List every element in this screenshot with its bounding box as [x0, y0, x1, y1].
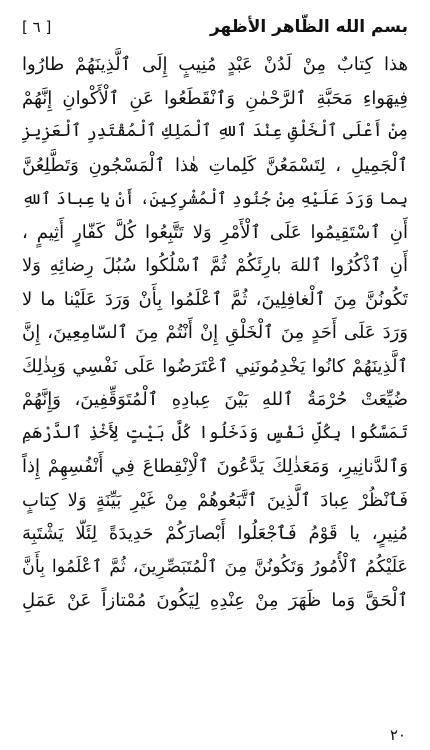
- text-line: ٱلَّذِينَهُمْ كانُوا يَخْدِمُونَنِي ٱعْتَرَضُوا عَلَى نَفْسِي وَبِذٰلِكَ: [22, 355, 408, 377]
- text-line: تَمَسَّكُوا بِكُلِّ نَفْسٍ وَدَخَلُوا كُلَّ بَيْتٍ لِأَخْذِ ٱلدَّرْهَمِ: [22, 422, 408, 443]
- body-text: [22, 48, 408, 618]
- text-line: ضُيِّعَتْ حُرْمَةُ ٱللهِ بَيْنَ عِبادِهِ ٱلْمُتَوَقِّفِينَ، وَإِنَّهُمْ: [22, 389, 408, 410]
- text-line: ٱلْجَمِيلِ ، لِتَسْمَعُنَّ كَلِماتِ هٰذا ٱلْمَسْجُونِ وَتَطَّلِعُنَّ: [22, 154, 408, 176]
- section-number: [ ٦ ]: [22, 18, 52, 36]
- text-line: أَنِ ٱذْكُرُوا ٱللهَ بارِئَكُمْ ثُمَّ ٱسْلُكُوا سُبُلَ رِضائِهِ وَلا: [22, 255, 408, 276]
- text-line: وَرَدَ عَلَى أَحَدٍ مِنَ ٱلْخَلْقِ إِنْ أَنْتُمْ مِنَ ٱلسّامِعِينَ، إِنَّ: [22, 322, 408, 343]
- text-line: هذا كِتابٌ مِنْ لَدُنْ عَبْدٍ مُنِيبٍ إِلَى ٱلَّذِينَهُمْ طارُوا: [22, 54, 408, 75]
- text-line: مُنِيرٍ، يا قَوْمُ فَٱجْعَلُوا أَبْصارَكُمْ حَدِيدَةً لِئَلّا يَشْتَبِهَ: [22, 523, 408, 544]
- text-line: مِنْ أَعْلَى ٱلْخَلْقِ عِنْدَ ٱللهِ ٱلْمَلِكِ ٱلْمُقْتَدِرِ ٱلْعَزِيزِ: [22, 121, 408, 141]
- page-number: ٢٠: [389, 726, 406, 744]
- text-line: فِيهَواءِ مَحَبَّةِ ٱلرَّحْمٰنِ وَٱنْقَطَعُوا عَنِ ٱلْأَكْوانِ إِنَّهُمْ: [22, 87, 408, 109]
- text-line: وَٱلدَّنانِيرِ، وَمَعَذٰلِكَ يَدَّعُونَ ٱلْاِنْقِطاعَ فِي أَنْفُسِهِمْ إِذاً: [22, 456, 408, 477]
- text-line: ٱلْحَقَّ وَما ظَهَرَ مِنْ عِنْدِهِ لِيَكُونَ مُمْتازاً عَنْ عَمَلِ: [22, 590, 408, 611]
- page-header: [22, 10, 408, 44]
- text-line: تَكُونُنَّ مِنَ ٱلْغافِلِينَ، ثُمَّ ٱعْلَمُوا بِأَنْ وَرَدَ عَلَيْنا ما لا: [22, 288, 408, 310]
- text-line: فَٱنْظُرْ عِبادَ ٱلَّذِينَ ٱتَّبَعُوهُمْ مِنْ غَيْرِ بَيِّنَةٍ وَلا كِتابٍ: [22, 489, 408, 511]
- text-line: عَلَيْكُمُ ٱلْأُمُورُ وَتَكُونُنَّ مِنَ ٱلْمُتَبَصِّرِينَ، ثُمَّ ٱعْلَمُوا بِأَنَّ: [22, 556, 408, 577]
- text-line: بِما وَرَدَ عَلَيْهِ مِنْ جُنُودِ ٱلْمُشْرِكِينَ، أَنْ يا عِبادَ ٱللهِ: [22, 189, 408, 208]
- text-line: أَنِ ٱسْتَقِيمُوا عَلَى ٱلْأَمْرِ وَلا تَتَّبِعُوا كُلَّ كَفّارٍ أَثِيمٍ ،: [22, 221, 408, 243]
- page-title: بسم الله الظّاهر الأظهر: [209, 17, 408, 37]
